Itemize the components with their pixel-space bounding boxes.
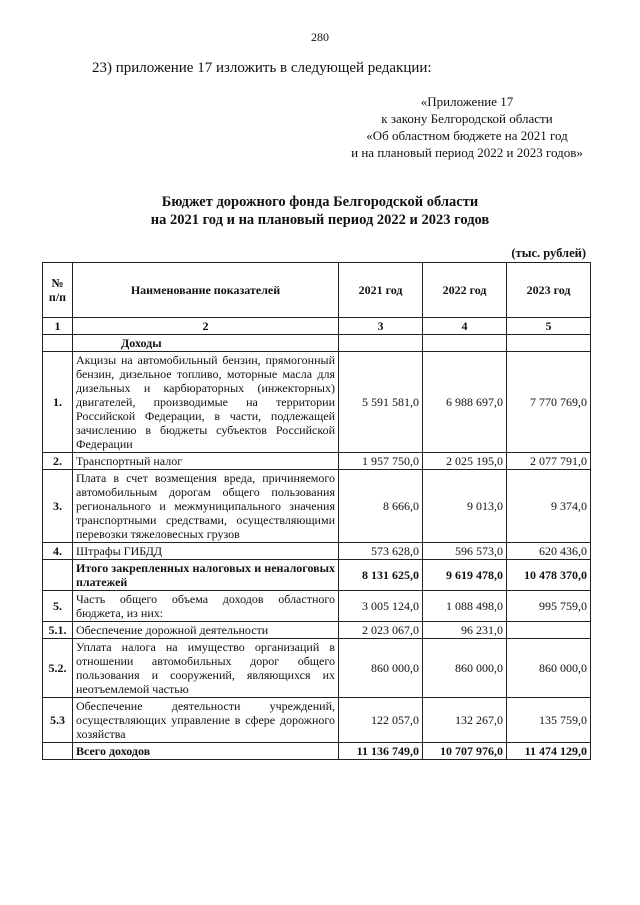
table-row xyxy=(43,543,591,560)
row-name: Акцизы на автомобильный бензин, прямогонный бензин, дизельное топливо, моторные масла для дизельных и карбюраторных (инжекторных) двигателей, производимые на территории Российской Федерации, в части, подлежащей зачислению в бюджеты субъектов Российской Федерации xyxy=(73,352,339,453)
value-2023: 10 478 370,0 xyxy=(507,560,591,591)
row-name: Штрафы ГИБДД xyxy=(73,543,339,560)
value-2022: 6 988 697,0 xyxy=(423,352,507,453)
table-row xyxy=(43,622,591,639)
value-2023: 11 474 129,0 xyxy=(507,743,591,760)
appendix-line-3: «Об областном бюджете на 2021 год xyxy=(366,128,568,143)
value-2021: 1 957 750,0 xyxy=(339,453,423,470)
intro-text: 23) приложение 17 изложить в следующей редакции: xyxy=(92,60,432,76)
value-2021: 860 000,0 xyxy=(339,639,423,698)
value-2022: 2 025 195,0 xyxy=(423,453,507,470)
appendix-line-4: и на плановый период 2022 и 2023 годов» xyxy=(351,145,583,160)
row-number: 4. xyxy=(43,543,73,560)
value-2021: 5 591 581,0 xyxy=(339,352,423,453)
value-2023: 7 770 769,0 xyxy=(507,352,591,453)
value-2022: 132 267,0 xyxy=(423,698,507,743)
section-row xyxy=(43,335,591,352)
section-label: Доходы xyxy=(73,335,339,352)
row-name: Обеспечение деятельности учреждений, осуществляющих управление в сфере дорожного хозяйства xyxy=(73,698,339,743)
index-cell: 2 xyxy=(73,318,339,335)
document-title xyxy=(0,193,640,229)
value-2021: 8 666,0 xyxy=(339,470,423,543)
value-2021: 8 131 625,0 xyxy=(339,560,423,591)
value-2023: 9 374,0 xyxy=(507,470,591,543)
row-name: Обеспечение дорожной деятельности xyxy=(73,622,339,639)
appendix-line-2: к закону Белгородской области xyxy=(381,111,553,126)
value-2021: 2 023 067,0 xyxy=(339,622,423,639)
budget-table xyxy=(42,262,591,760)
appendix-reference xyxy=(332,93,602,161)
row-number: 5.2. xyxy=(43,639,73,698)
value-2022: 860 000,0 xyxy=(423,639,507,698)
column-index-row xyxy=(43,318,591,335)
index-cell: 3 xyxy=(339,318,423,335)
table-row xyxy=(43,470,591,543)
value-2023 xyxy=(507,622,591,639)
table-row xyxy=(43,698,591,743)
units-label: (тыс. рублей) xyxy=(511,246,586,260)
row-name: Плата в счет возмещения вреда, причиняемого автомобильным дорогам общего пользования регионального и межмуниципального значения транспортными средствами, осуществляющими перевозки тяжеловесных грузов xyxy=(73,470,339,543)
row-number: 5.1. xyxy=(43,622,73,639)
value-2021: 122 057,0 xyxy=(339,698,423,743)
row-number: 3. xyxy=(43,470,73,543)
value-2023: 2 077 791,0 xyxy=(507,453,591,470)
index-cell: 4 xyxy=(423,318,507,335)
row-number: 5.3 xyxy=(43,698,73,743)
row-number: 5. xyxy=(43,591,73,622)
value-2023: 135 759,0 xyxy=(507,698,591,743)
value-2022: 96 231,0 xyxy=(423,622,507,639)
row-number xyxy=(43,560,73,591)
row-number xyxy=(43,743,73,760)
value-2023: 860 000,0 xyxy=(507,639,591,698)
header-name: Наименование показателей xyxy=(73,263,339,318)
subtotal-row xyxy=(43,560,591,591)
appendix-line-1: «Приложение 17 xyxy=(420,94,514,109)
value-2022: 1 088 498,0 xyxy=(423,591,507,622)
table-row xyxy=(43,591,591,622)
row-number: 1. xyxy=(43,352,73,453)
table-header-row xyxy=(43,263,591,318)
page-number: 280 xyxy=(311,30,329,44)
header-2023: 2023 год xyxy=(507,263,591,318)
row-name: Итого закрепленных налоговых и неналоговых платежей xyxy=(73,560,339,591)
index-cell: 5 xyxy=(507,318,591,335)
header-2021: 2021 год xyxy=(339,263,423,318)
value-2023: 995 759,0 xyxy=(507,591,591,622)
header-num: № п/п xyxy=(43,263,73,318)
total-row xyxy=(43,743,591,760)
title-line-2: на 2021 год и на плановый период 2022 и 2023 годов xyxy=(150,212,490,228)
value-2022: 9 013,0 xyxy=(423,470,507,543)
value-2022: 9 619 478,0 xyxy=(423,560,507,591)
value-2023: 620 436,0 xyxy=(507,543,591,560)
table-row xyxy=(43,453,591,470)
row-name: Транспортный налог xyxy=(73,453,339,470)
table-row xyxy=(43,639,591,698)
value-2021: 11 136 749,0 xyxy=(339,743,423,760)
value-2021: 573 628,0 xyxy=(339,543,423,560)
header-2022: 2022 год xyxy=(423,263,507,318)
value-2022: 596 573,0 xyxy=(423,543,507,560)
index-cell: 1 xyxy=(43,318,73,335)
row-name: Всего доходов xyxy=(73,743,339,760)
row-name: Часть общего объема доходов областного бюджета, из них: xyxy=(73,591,339,622)
table-row xyxy=(43,352,591,453)
row-name: Уплата налога на имущество организаций в отношении автомобильных дорог общего пользования и сооружений, являющихся их неотъемлемой частью xyxy=(73,639,339,698)
value-2021: 3 005 124,0 xyxy=(339,591,423,622)
title-line-1: Бюджет дорожного фонда Белгородской области xyxy=(161,194,479,210)
value-2022: 10 707 976,0 xyxy=(423,743,507,760)
row-number: 2. xyxy=(43,453,73,470)
